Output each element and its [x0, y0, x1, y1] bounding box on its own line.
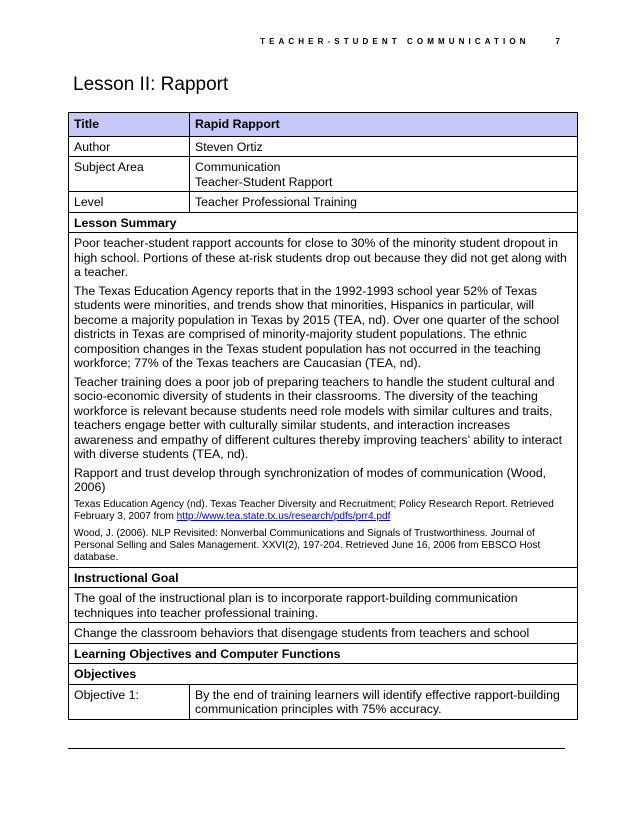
title-row	[69, 113, 578, 137]
goal-header-row	[69, 567, 578, 588]
page-number: 7	[555, 37, 560, 46]
level-row	[69, 192, 578, 213]
summary-header-row	[69, 212, 578, 233]
objectives-functions-header-row	[69, 643, 578, 664]
reference-1	[74, 499, 572, 523]
behavior-row	[69, 623, 578, 644]
summary-paragraph: Teacher training does a poor job of preparing teachers to handle the student cultural and socio-economic diversity of students in their classrooms. The diversity of the teaching workforce is relevant because students need role models with similar cultures and traits, teachers engage better with culturally similar students, and interaction increases awareness and empathy of different cultures thereby improving teachers’ ability to interact with diverse students (TEA, nd).	[74, 374, 563, 461]
goal-label: Instructional Goal	[69, 567, 578, 588]
summary-content	[69, 233, 578, 568]
objectives-label: Objectives	[69, 664, 578, 685]
author-label: Author	[69, 136, 190, 157]
title-value: Rapid Rapport	[190, 113, 578, 137]
objective-1-row	[69, 684, 578, 719]
subject-label: Subject Area	[69, 157, 190, 192]
subject-value	[190, 157, 578, 192]
summary-paragraph: Rapport and trust develop through synchronization of modes of communication (Wood, 2006)	[74, 465, 547, 494]
objective-1-text: By the end of training learners will identify effective rapport-building communication principles with 75% accuracy.	[190, 684, 578, 719]
subject-line: Communication	[195, 160, 281, 174]
summary-paragraph: The Texas Education Agency reports that in the 1992-1993 school year 52% of Texas students were minorities, and trends show that minorities, Hispanics in particular, will become a majority population in Texas by 2015 (TEA, nd). Over one quarter of the school districts in Texas are comprised of minority-majority student populations. The ethnic composition changes in the Texas student population has not occurred in the teaching workforce; 77% of the Texas teachers are Caucasian (TEA, nd).	[74, 283, 560, 370]
behavior-text: Change the classroom behaviors that disengage students from teachers and school	[69, 623, 578, 644]
author-value: Steven Ortiz	[190, 136, 578, 157]
summary-paragraph: Poor teacher-student rapport accounts for close to 30% of the minority student dropout in high school. Portions of these at-risk students drop out because they did not get along with a teacher.	[74, 236, 567, 279]
lesson-plan-table	[68, 112, 578, 720]
reference-2: Wood, J. (2006). NLP Revisited: Nonverbal Communications and Signals of Trustworthiness. Journal of Personal Selling and Sales Management. XXVI(2), 197-204. Retrieved June 16, 2006 from EBSCO Host database.	[74, 527, 541, 564]
objective-1-label: Objective 1:	[69, 684, 190, 719]
goal-text: The goal of the instructional plan is to incorporate rapport-building communication techniques into teacher professional training.	[69, 588, 578, 623]
summary-label: Lesson Summary	[69, 212, 578, 233]
reference-1-link[interactable]: http://www.tea.state.tx.us/research/pdfs/prr4.pdf	[176, 510, 391, 522]
objectives-header-row	[69, 664, 578, 685]
subject-row	[69, 157, 578, 192]
objectives-functions-label: Learning Objectives and Computer Functions	[69, 643, 578, 664]
running-title: TEACHER-STUDENT COMMUNICATION	[260, 37, 530, 46]
subject-line: Teacher-Student Rapport	[195, 174, 333, 189]
reference-1-text: Texas Education Agency (nd). Texas Teacher Diversity and Recruitment; Policy Research Report. Retrieved February 3, 2007 from	[74, 498, 554, 522]
author-row	[69, 136, 578, 157]
title-label: Title	[69, 113, 190, 137]
level-label: Level	[69, 192, 190, 213]
lesson-heading: Lesson II: Rapport	[73, 74, 229, 95]
goal-row	[69, 588, 578, 623]
summary-row	[69, 233, 578, 568]
running-header	[260, 37, 560, 46]
footer-rule	[68, 748, 565, 749]
level-value: Teacher Professional Training	[190, 192, 578, 213]
